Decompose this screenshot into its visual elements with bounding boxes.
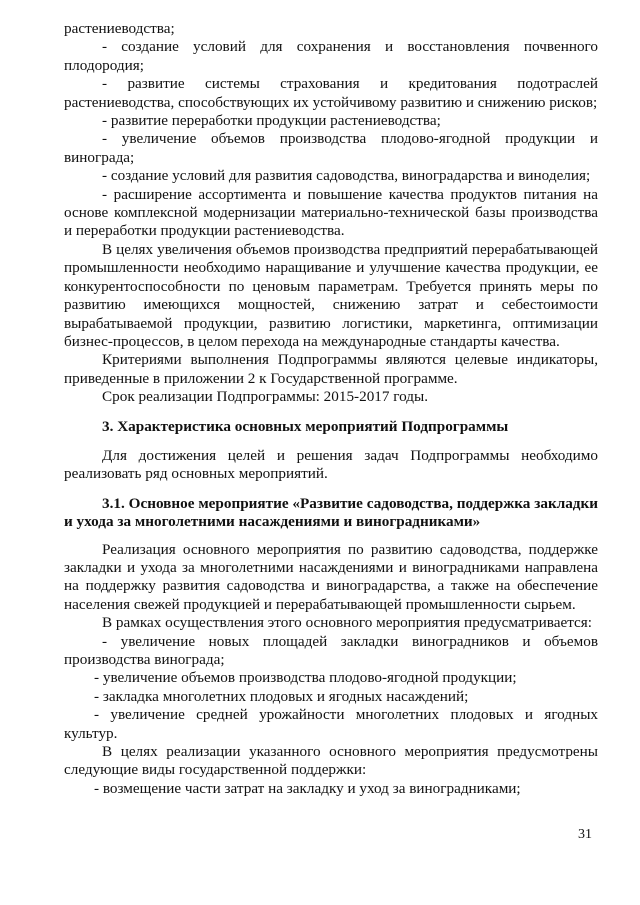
paragraph-measures-intro: В рамках осуществления этого основного мероприятия предусматривается: <box>102 614 593 632</box>
list-item-perennial-planting: - закладка многолетних плодовых и ягодных насаждений; <box>94 687 469 705</box>
paragraph-criteria: Критериями выполнения Подпрограммы являются целевые индикаторы, приведенные в приложении 2 к Государственной программе. <box>64 351 598 387</box>
list-item-cost-reimbursement: - возмещение части затрат на закладку и уход за виноградниками; <box>94 779 521 797</box>
paragraph-state-support: В целях реализации указанного основного мероприятия предусмотрены следующие виды государственной поддержки: <box>64 743 598 779</box>
paragraph-processing-industry: В целях увеличения объемов производства предприятий перерабатывающей промышленности необходимо наращивание и улучшение качества продукции, ее конкурентоспособности по ценовым параметрам. Требуется принять меры по развитию имеющихся мощностей, снижению затрат и себестоимости вырабатываемой продукции, развитию логистики, маркетинга, оптимизации бизнес-процессов, в целом перехода на международные стандарты качества. <box>64 240 598 350</box>
paragraph-intro: Для достижения целей и решения задач Подпрограммы необходимо реализовать ряд основных мероприятий. <box>64 446 598 483</box>
list-item-soil-fertility: - создание условий для сохранения и восстановления почвенного плодородия; <box>64 38 598 74</box>
paragraph-implementation: Реализация основного мероприятия по развитию садоводства, поддержке закладки и ухода за многолетними насаждениями и виноградниками направлена на поддержку развития садоводства и виноградарства, а также на обеспечение населения свежей продукцией и перерабатывающей промышленности сырьем. <box>64 540 598 613</box>
list-item-processing: - развитие переработки продукции растениеводства; <box>102 112 441 130</box>
page-number: 31 <box>578 827 592 842</box>
list-item-fruit-production: - увеличение объемов производства плодово-ягодной продукции; <box>94 669 517 687</box>
list-item-fruit-berry-volume: - увеличение объемов производства плодово-ягодной продукции и винограда; <box>64 130 598 166</box>
paragraph-term: Срок реализации Подпрограммы: 2015-2017 годы. <box>102 388 429 406</box>
list-item-insurance-credit: - развитие системы страхования и кредитования подотраслей растениеводства, способствующих их устойчивому развитию и снижению рисков; <box>64 75 598 111</box>
page-body <box>64 20 598 798</box>
list-item-new-vineyards: - увеличение новых площадей закладки виноградников и объемов производства винограда; <box>64 632 598 668</box>
list-item-horticulture-conditions: - создание условий для развития садоводства, виноградарства и виноделия; <box>102 167 591 185</box>
list-item-yield: - увеличение средней урожайности многолетних плодовых и ягодных культур. <box>64 706 598 742</box>
subsection-heading: 3.1. Основное мероприятие «Развитие садоводства, поддержка закладки и ухода за многолетними насаждениями и виноградниками» <box>64 494 598 531</box>
section-heading: 3. Характеристика основных мероприятий Подпрограммы <box>102 417 509 435</box>
paragraph-continuation: растениеводства; <box>64 20 175 37</box>
list-item-food-assortment: - расширение ассортимента и повышение качества продуктов питания на основе комплексной модернизации материально-технической базы производства и переработки продукции растениеводства. <box>64 185 598 240</box>
